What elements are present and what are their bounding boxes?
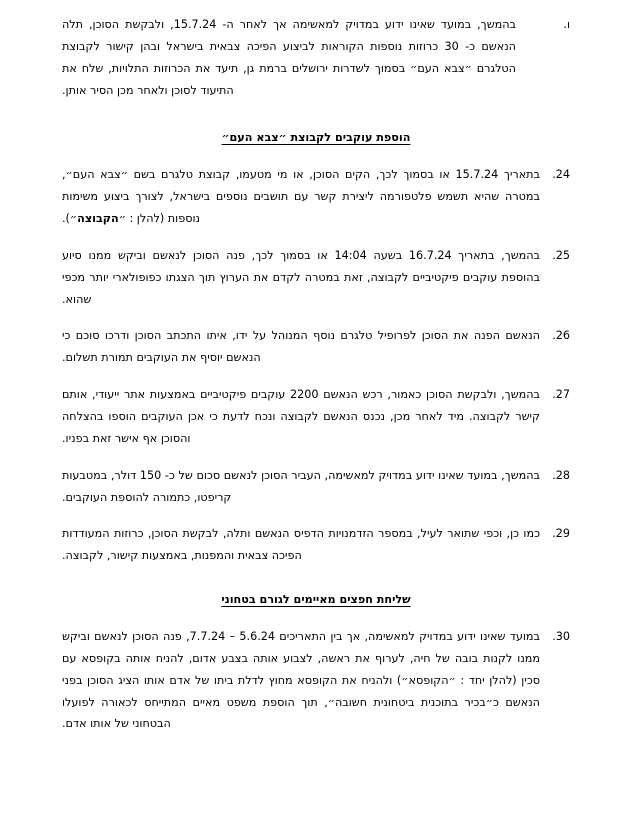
section-heading — [62, 131, 570, 144]
clause-text: בהמשך, במועד שאינו ידוע במדויק למאשימה אך לאחר ה- 15.7.24, ולבקשת הסוכן, תלה הנאשם כ- 30 כרוזות נוספות הקוראות לביצוע הפיכה צבאית בישראל ובהן קישור לקבוצת הטלגרם ״צבא העם״ בסמוך לשדרות ירושלים ברמת גן, תיעד את הכרוזות התלויות, שלח את התיעוד לסוכן ולאחר מכן הסיר אותן. — [62, 18, 516, 97]
clause-row — [62, 164, 570, 230]
clause-marker: ו. — [563, 18, 570, 31]
clause-text-segment: בתאריך 15.7.24 או בסמוך לכך, הקים הסוכן, או מי מטעמו, קבוצת טלגרם בשם ״צבא העם״, במטרה שהיא תשמש פלטפורמה ליצירת קשר עם תושבים נוספים בישראל, לצורך ביצוע משימות נוספות (להלן : ״ — [62, 168, 540, 226]
clause-text: בהמשך, ולבקשת הסוכן כאמור, רכש הנאשם 2200 עוקבים פיקטיביים באמצעות אתר ייעודי, אותם קישר לקבוצה. מיד לאחר מכן, נכנס הנאשם לקבוצה ונכח לדעת כי אכן העוקבים הוספו בהצלחה והסוכן אף אישר זאת בפניו. — [62, 388, 540, 445]
clause-text-segment: במועד שאינו ידוע במדויק למאשימה, אך בין התאריכים 5.6.24 – 7.7.24, פנה הסוכן לנאשם וביקש ממנו לקנות בובה של חיה, לערוף את ראשה, לצבוע אותה בצבע אדום, להניח אותה בקופסא עם סכין (להלן יחד : ״הקופסא״) ולהניח את הקופסא מחוץ לדלת ביתו של אדם אותו הציג הסוכן בפני הנאשם כ״בכיר בתוכנית ביטחונית חשובה״, תוך הוספת משפט מאיים המתייחס לכאורה לפועלו הבטחוני של אותו אדם. — [62, 630, 540, 731]
clause-row — [62, 245, 570, 311]
clause-row — [62, 465, 570, 509]
clause-text-segment: ״). — [62, 212, 78, 226]
clause-marker: 28. — [552, 468, 570, 482]
clause-text: הנאשם הפנה את הסוכן לפרופיל טלגרם נוסף המנוהל על ידו, איתו התכתב הסוכן ודרכו סוכם כי הנאשם יוסיף את העוקבים תמורת תשלום. — [62, 329, 540, 365]
clause-text: בהמשך, במועד שאינו ידוע במדויק למאשימה, העביר הסוכן לנאשם סכום של כ- 150 דולר, במטבעות קריפטו, כתמורה להוספת העוקבים. — [62, 468, 540, 504]
clause-marker: 27. — [552, 388, 570, 402]
clause-marker: 29. — [552, 527, 570, 541]
clause-text: בהמשך, בתאריך 16.7.24 בשעה 14:04 או בסמוך לכך, פנה הסוכן לנאשם וביקש ממנו סיוע בהוספת עוקבים פיקטיביים לקבוצה, זאת במטרה לקדם את הערוץ תוך הצגתו כפופולארי יותר מכפי שהוא. — [62, 248, 541, 306]
clause-row — [62, 384, 570, 450]
clause-marker: 24. — [552, 168, 570, 182]
clause-marker: 25. — [552, 248, 570, 262]
section-heading-text: שליחת חפצים מאיימים לגורם בטחוני — [221, 593, 411, 607]
clause-row — [62, 14, 570, 101]
clause-text — [62, 626, 540, 735]
clause-row — [62, 325, 570, 369]
clause-row — [62, 626, 570, 735]
clause-text-emphasis: הקבוצה — [77, 212, 119, 226]
clause-row — [62, 523, 570, 567]
clause-text: כמו כן, וכפי שתואר לעיל, במספר הזדמנויות הדפיס הנאשם ותלה, לבקשת הסוכן, כרוזות המעודדות הפיכה צבאית והמפנות, באמצעות קישור, לקבוצה. — [62, 527, 540, 563]
document-body — [0, 14, 632, 750]
section-heading — [62, 593, 570, 606]
clause-marker: 26. — [552, 329, 570, 343]
section-heading-text: הוספת עוקבים לקבוצת ״צבא העם״ — [221, 131, 411, 145]
clause-marker: 30. — [552, 630, 570, 644]
clause-text — [62, 164, 540, 230]
